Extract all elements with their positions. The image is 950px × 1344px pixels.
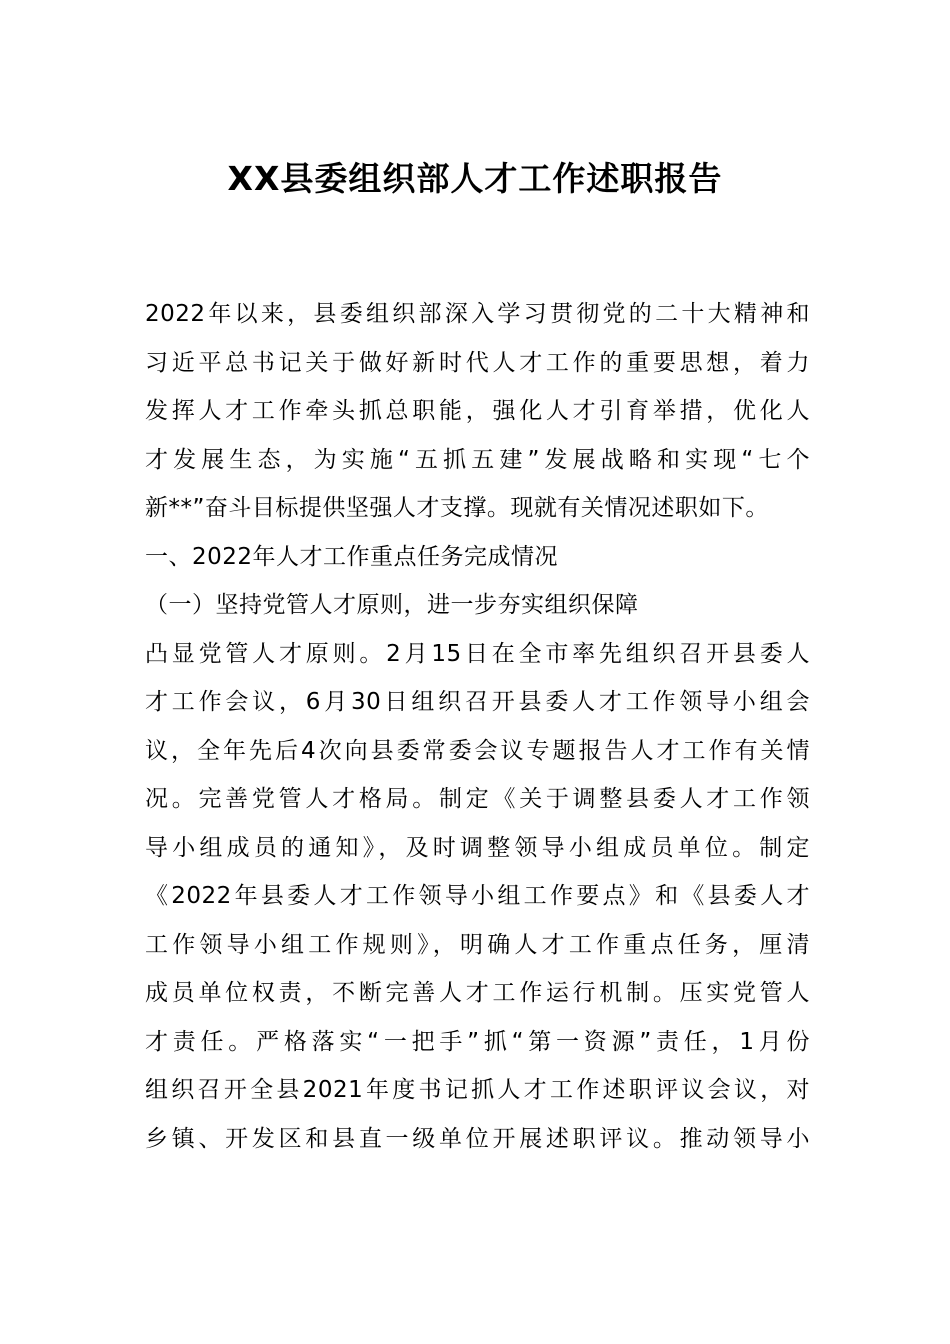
body-line-10: 议，全年先后4次向县委常委会议专题报告人才工作有关情	[145, 737, 810, 764]
document-title: XX县委组织部人才工作述职报告	[227, 159, 723, 198]
body-line-4: 才发展生态，为实施“五抓五建”发展战略和实现“七个	[145, 446, 810, 473]
document-body	[145, 290, 810, 1163]
body-line-2: 习近平总书记关于做好新时代人才工作的重要思想，着力	[145, 349, 810, 376]
body-line-16: 才责任。严格落实“一把手”抓“第一资源”责任，1月份	[145, 1028, 810, 1055]
body-line-15: 成员单位权责，不断完善人才工作运行机制。压实党管人	[145, 980, 810, 1006]
section-heading-1: 一、2022年人才工作重点任务完成情况	[145, 543, 559, 570]
body-line-1: 2022年以来，县委组织部深入学习贯彻党的二十大精神和	[145, 301, 810, 327]
body-line-3: 发挥人才工作牵头抓总职能，强化人才引育举措，优化人	[145, 398, 810, 424]
body-line-9: 才工作会议，6月30日组织召开县委人才工作领导小组会	[145, 689, 810, 715]
body-line-11: 况。完善党管人才格局。制定《关于调整县委人才工作领	[145, 786, 810, 812]
body-line-8: 凸显党管人才原则。2月15日在全市率先组织召开县委人	[145, 640, 810, 667]
body-line-12: 导小组成员的通知》，及时调整领导小组成员单位。制定	[145, 834, 810, 861]
body-line-13: 《2022年县委人才工作领导小组工作要点》和《县委人才	[145, 883, 810, 909]
body-line-14: 工作领导小组工作规则》，明确人才工作重点任务，厘清	[145, 931, 810, 958]
subsection-heading-1: （一）坚持党管人才原则，进一步夯实组织保障	[145, 592, 639, 618]
body-line-17: 组织召开全县2021年度书记抓人才工作述职评议会议，对	[145, 1077, 810, 1103]
body-line-18: 乡镇、开发区和县直一级单位开展述职评议。推动领导小	[145, 1125, 810, 1152]
body-line-5: 新**”奋斗目标提供坚强人才支撑。现就有关情况述职如下。	[145, 495, 769, 521]
